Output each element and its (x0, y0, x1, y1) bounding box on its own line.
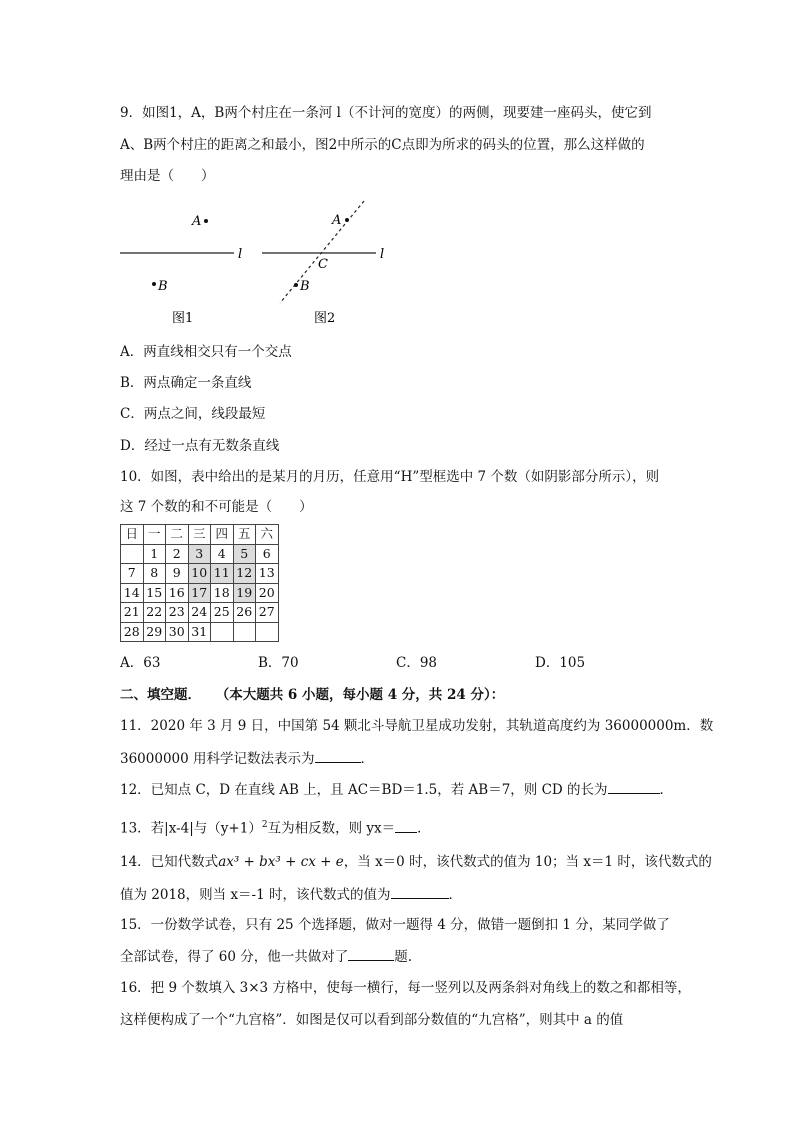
q9-line-2: A、B两个村庄的距离之和最小，图2中所示的C点即为所求的码头的位置，那么这样做的 (120, 137, 645, 153)
q11-line-2 (120, 748, 374, 769)
cal-cell: 5 (233, 544, 256, 564)
calendar-header-row (121, 525, 279, 545)
cal-cell: 28 (121, 622, 144, 642)
q9-figure (110, 195, 400, 335)
q15-end: 题. (394, 949, 413, 965)
fig2-point-b (294, 283, 298, 287)
q12-line (120, 779, 673, 800)
cal-cell: 20 (256, 583, 279, 603)
cal-cell: 15 (143, 583, 166, 603)
q14-rest: ，当 x＝0 时，该代数式的值为 10；当 x＝1 时，该代数式的 (343, 854, 712, 870)
calendar-row (121, 583, 279, 603)
cal-cell: 1 (143, 544, 166, 564)
cal-cell: 6 (256, 544, 279, 564)
q9-option-c: C．两点之间，线段最短 (120, 406, 266, 422)
cal-cell: 2 (166, 544, 189, 564)
q15-answer-blank[interactable] (348, 946, 394, 961)
q10-option-c: C．98 (396, 655, 438, 671)
cal-cell: 16 (166, 583, 189, 603)
q12-period: ． (659, 782, 674, 798)
q14-period: ． (448, 887, 462, 903)
cal-cell: 26 (233, 603, 256, 623)
fig2-label-c: C (318, 257, 328, 272)
cal-header-cell: 四 (211, 525, 234, 545)
fig2-point-a (345, 218, 349, 222)
q13-exponent: 2 (261, 820, 268, 830)
q14-expression: ax³ + bx³ + cx + e (218, 854, 344, 870)
calendar-row (121, 603, 279, 623)
cal-cell: 24 (188, 603, 211, 623)
cal-cell: 7 (121, 564, 144, 584)
cal-cell (233, 622, 256, 642)
fig1-label-l: l (238, 247, 243, 262)
cal-cell: 14 (121, 583, 144, 603)
cal-cell (121, 544, 144, 564)
q14-line-2 (120, 884, 462, 905)
cal-cell: 13 (256, 564, 279, 584)
calendar-row (121, 622, 279, 642)
cal-cell: 29 (143, 622, 166, 642)
cal-header-cell: 六 (256, 525, 279, 545)
q16-line-1: 16．把 9 个数填入 3×3 方格中，使每一横行，每一竖列以及两条斜对角线上的数之和都相等， (120, 980, 691, 996)
cal-header-cell: 二 (166, 525, 189, 545)
q12-answer-blank[interactable] (608, 779, 660, 794)
cal-cell: 22 (143, 603, 166, 623)
calendar-row (121, 544, 279, 564)
cal-cell: 21 (121, 603, 144, 623)
fig2-label-l: l (380, 247, 385, 262)
cal-cell (256, 622, 279, 642)
q15-line-1: 15．一份数学试卷，只有 25 个选择题，做对一题得 4 分，做错一题倒扣 1 分，某同学做了 (120, 917, 670, 933)
cal-cell: 17 (188, 583, 211, 603)
cal-cell: 8 (143, 564, 166, 584)
q10-line-2: 这 7 个数的和不可能是（ ） (120, 499, 313, 515)
fig1-caption: 图1 (172, 311, 194, 326)
fig1-label-a: A (192, 214, 202, 229)
q10-line-1: 10．如图，表中给出的是某月的月历，任意用“H”型框选中 7 个数（如阴影部分所示），则 (120, 469, 660, 485)
cal-cell: 9 (166, 564, 189, 584)
q11-line-1: 11．2020 年 3 月 9 日，中国第 54 颗北斗导航卫星成功发射，其轨道高度约为 36000000m．数 (120, 718, 714, 734)
q14-prefix: 14．已知代数式 (120, 854, 219, 870)
fig2-label-b: B (300, 279, 310, 294)
q9-line-3: 理由是（ ） (120, 168, 215, 184)
q9-option-d: D．经过一点有无数条直线 (120, 438, 280, 454)
q13-line (120, 815, 431, 839)
q13-text-a: 13．若|x-4|与（y+1） (120, 820, 262, 837)
q15-line-2 (120, 946, 412, 967)
cal-cell: 11 (211, 564, 234, 584)
cal-header-cell: 五 (233, 525, 256, 545)
q9-option-a: A．两直线相交只有一个交点 (120, 344, 292, 360)
cal-cell: 19 (233, 583, 256, 603)
cal-cell: 27 (256, 603, 279, 623)
q13-period: ． (417, 820, 431, 837)
section-2-desc: （本大题共 6 小题，每小题 4 分，共 24 分）： (215, 687, 505, 703)
q10-option-b: B．70 (258, 655, 299, 671)
q14-line-1 (120, 852, 712, 872)
q11-text: 36000000 用科学记数法表示为 (120, 751, 315, 767)
cal-header-cell: 三 (188, 525, 211, 545)
fig1-point-a (204, 219, 208, 223)
q13-text-b: 互为相反数，则 yx＝ (267, 820, 396, 837)
cal-cell: 25 (211, 603, 234, 623)
section-2-heading (120, 685, 504, 705)
fig2-dashed-line (280, 201, 364, 303)
q16-line-2: 这样便构成了一个“九宫格”．如图是仅可以看到部分数值的“九宫格”，则其中 a 的值 (120, 1012, 624, 1028)
q11-period: ． (360, 751, 375, 767)
cal-header-cell: 一 (143, 525, 166, 545)
q12-text: 12．已知点 C，D 在直线 AB 上，且 AC＝BD＝1.5，若 AB＝7，则 CD 的长为 (120, 782, 608, 798)
q15-text: 全部试卷，得了 60 分，他一共做对了 (120, 949, 349, 965)
q11-answer-blank[interactable] (315, 748, 361, 763)
fig2-caption: 图2 (314, 311, 336, 326)
calendar-row (121, 564, 279, 584)
q9-option-b: B．两点确定一条直线 (120, 375, 252, 391)
fig1-label-b: B (158, 279, 168, 294)
cal-cell: 30 (166, 622, 189, 642)
cal-cell: 10 (188, 564, 211, 584)
q9-line-1: 9．如图1，A，B两个村庄在一条河 l（不计河的宽度）的两侧，现要建一座码头，使它到 (120, 105, 652, 121)
cal-cell: 3 (188, 544, 211, 564)
cal-cell: 4 (211, 544, 234, 564)
cal-cell: 31 (188, 622, 211, 642)
cal-header-cell: 日 (121, 525, 144, 545)
calendar-table (120, 524, 279, 642)
cal-cell: 18 (211, 583, 234, 603)
q10-option-a: A．63 (120, 655, 161, 671)
q13-answer-blank[interactable] (395, 818, 417, 833)
cal-cell: 23 (166, 603, 189, 623)
q10-option-d: D．105 (535, 655, 586, 671)
cal-cell: 12 (233, 564, 256, 584)
cal-cell (211, 622, 234, 642)
fig2-label-a: A (332, 213, 342, 228)
section-2-title: 二、填空题． (120, 687, 201, 703)
fig1-point-b (152, 282, 156, 286)
q14-answer-blank[interactable] (391, 884, 449, 899)
q14-text: 值为 2018，则当 x＝-1 时，该代数式的值为 (120, 887, 391, 903)
